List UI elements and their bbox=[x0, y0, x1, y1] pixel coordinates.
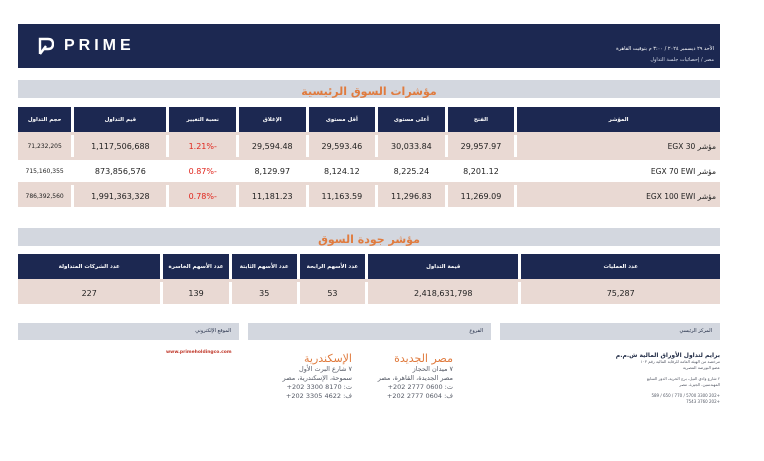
table-row bbox=[18, 160, 720, 182]
col-header-companies: عدد الشركات المتداولة bbox=[18, 254, 160, 279]
col-header-index: المؤشر bbox=[517, 107, 720, 132]
branch-line: مصر الجديدة، القاهرة، مصر bbox=[377, 374, 453, 382]
report-subtitle: مصر / إحصائيات جلسة التداول bbox=[650, 57, 714, 63]
index-name: مؤشر EGX 70 EWI bbox=[517, 160, 720, 182]
branch-city: الإسكندرية bbox=[304, 352, 352, 365]
table-header-row bbox=[18, 107, 720, 132]
col-header-high: أعلى مستوى bbox=[378, 107, 445, 132]
membership-line: عضو البورصة المصرية bbox=[682, 365, 720, 370]
open-value: 29,957.97 bbox=[448, 135, 515, 157]
open-value: 11,269.09 bbox=[448, 185, 515, 207]
close-value: 11,181.23 bbox=[239, 185, 306, 207]
turnover-value: 1,991,363,328 bbox=[74, 185, 166, 207]
prime-logo-icon bbox=[38, 37, 54, 55]
branch-city: مصر الجديدة bbox=[394, 352, 453, 365]
company-name: برايم لتداول الأوراق المالية ش.م.م bbox=[615, 352, 720, 359]
branch-phone: ت: 0600 2777 202+ bbox=[387, 383, 453, 391]
close-value: 29,594.48 bbox=[239, 135, 306, 157]
market-quality-table bbox=[15, 254, 723, 304]
branch-line: ٧ شارع البرت الأول bbox=[299, 365, 352, 373]
col-header-value: قيمة التداول bbox=[368, 254, 518, 279]
table-row bbox=[18, 185, 720, 207]
branch-fax: ف: 0604 2777 202+ bbox=[386, 392, 453, 400]
website-label-bar bbox=[18, 323, 239, 340]
main-indices-section-title bbox=[18, 80, 720, 98]
high-value: 11,296.83 bbox=[378, 185, 445, 207]
low-value: 11,163.59 bbox=[309, 185, 376, 207]
close-value: 8,129.97 bbox=[239, 160, 306, 182]
main-indices-title: مؤشرات السوق الرئيسية bbox=[301, 85, 437, 98]
col-header-close: الإغلاق bbox=[239, 107, 306, 132]
session-date: الأحد ٢٩ ديسمبر ٢٠٢٤ / ٣:٠٠ م بتوقيت القاهرة bbox=[616, 46, 714, 52]
page-header bbox=[18, 24, 720, 68]
table-row bbox=[18, 135, 720, 157]
brand-name: PRIME bbox=[64, 37, 135, 54]
website-label: الموقع الإلكتروني bbox=[195, 328, 231, 334]
high-value: 30,033.84 bbox=[378, 135, 445, 157]
col-header-change: نسبة التغيير bbox=[169, 107, 236, 132]
branches-label: الفروع bbox=[469, 328, 483, 334]
hq-address-block bbox=[500, 352, 720, 405]
companies-value: 227 bbox=[18, 282, 160, 304]
market-quality-title: مؤشر جودة السوق bbox=[318, 233, 420, 246]
change-value: -0.87% bbox=[169, 160, 236, 182]
turnover-value: 873,856,576 bbox=[74, 160, 166, 182]
table-header-row bbox=[18, 254, 720, 279]
col-header-turnover: قيم التداول bbox=[74, 107, 166, 132]
col-header-volume: حجم التداول bbox=[18, 107, 71, 132]
col-header-low: أقل مستوى bbox=[309, 107, 376, 132]
hq-phone: +202 3300 5700 / 770 / 650 / 589 bbox=[651, 393, 720, 398]
unchanged-value: 35 bbox=[232, 282, 297, 304]
volume-value: 786,392,560 bbox=[18, 185, 71, 207]
low-value: 29,593.46 bbox=[309, 135, 376, 157]
losers-value: 139 bbox=[163, 282, 228, 304]
col-header-gainers: عدد الأسهم الرابحة bbox=[300, 254, 365, 279]
volume-value: 71,232,205 bbox=[18, 135, 71, 157]
change-value: -0.78% bbox=[169, 185, 236, 207]
col-header-losers: عدد الأسهم الخاسرة bbox=[163, 254, 228, 279]
hq-label-bar bbox=[500, 323, 720, 340]
table-row bbox=[18, 282, 720, 304]
index-name: مؤشر EGX 30 bbox=[517, 135, 720, 157]
branch-phone: ت: 8170 3300 202+ bbox=[286, 383, 352, 391]
col-header-open: الفتح bbox=[448, 107, 515, 132]
hq-address-line: المهندسين، الجيزة، مصر bbox=[679, 382, 720, 387]
open-value: 8,201.12 bbox=[448, 160, 515, 182]
turnover-value: 1,117,506,688 bbox=[74, 135, 166, 157]
index-name: مؤشر EGX 100 EWI bbox=[517, 185, 720, 207]
hq-fax: +202 3760 7543 bbox=[686, 399, 720, 404]
branch-fax: ف: 4622 3305 202+ bbox=[285, 392, 352, 400]
col-header-trades: عدد العمليات bbox=[521, 254, 720, 279]
alexandria-branch bbox=[232, 352, 352, 401]
prime-logo bbox=[38, 37, 135, 55]
license-line: مرخصة من الهيئة العامة للرقابة المالية رقم ١٠٣ bbox=[640, 359, 720, 364]
hq-address-line: ٢ شارع وادي النيل، برج الحرية، الدور السابع bbox=[646, 376, 720, 381]
low-value: 8,124.12 bbox=[309, 160, 376, 182]
high-value: 8,225.24 bbox=[378, 160, 445, 182]
col-header-unchanged: عدد الأسهم الثابتة bbox=[232, 254, 297, 279]
market-quality-section-title bbox=[18, 228, 720, 246]
change-value: -1.21% bbox=[169, 135, 236, 157]
branch-line: ٧ ميدان الحجاز bbox=[412, 365, 453, 373]
trading-value: 2,418,631,798 bbox=[368, 282, 518, 304]
hq-label: المركز الرئيسي bbox=[679, 328, 712, 334]
gainers-value: 53 bbox=[300, 282, 365, 304]
website-link[interactable]: www.primeholdingco.com bbox=[166, 350, 232, 355]
main-indices-table bbox=[15, 107, 723, 207]
branches-label-bar bbox=[248, 323, 491, 340]
branch-line: سموحة، الإسكندرية، مصر bbox=[282, 374, 352, 382]
volume-value: 715,160,355 bbox=[18, 160, 71, 182]
trades-value: 75,287 bbox=[521, 282, 720, 304]
